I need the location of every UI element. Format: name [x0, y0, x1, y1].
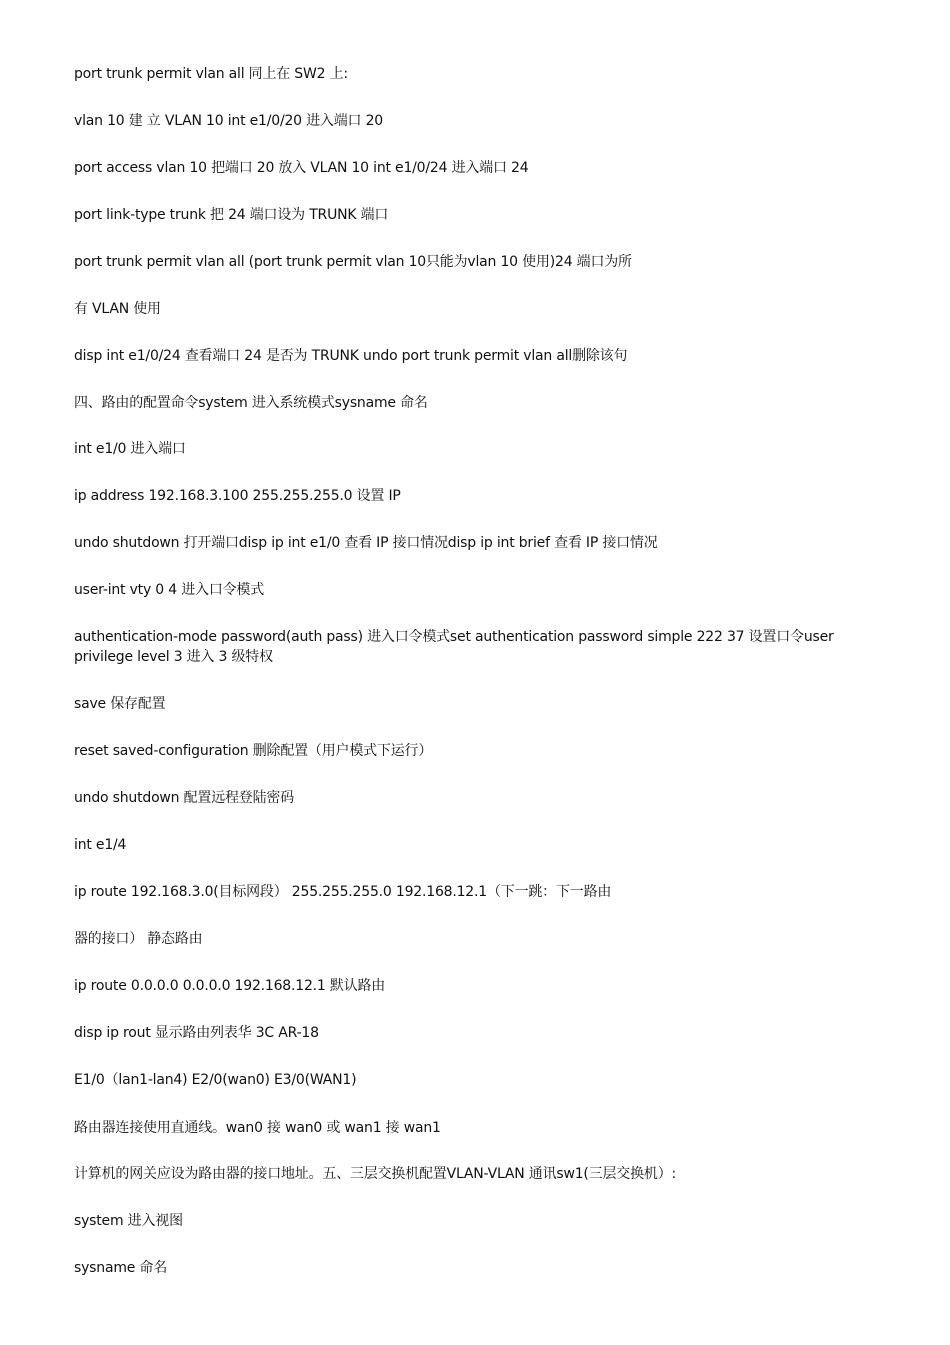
text-line: ip address 192.168.3.100 255.255.255.0 设置 IP [74, 488, 401, 504]
text-line: ip route 0.0.0.0 0.0.0.0 192.168.12.1 默认路由 [74, 978, 386, 994]
text-line: port trunk permit vlan all 同上在 SW2 上: [74, 66, 348, 82]
text-line: save 保存配置 [74, 696, 166, 712]
section-heading: 计算机的网关应设为路由器的接口地址。五、三层交换机配置VLAN-VLAN 通讯sw1(三层交换机）: [74, 1166, 677, 1182]
text-line: E1/0（lan1-lan4) E2/0(wan0) E3/0(WAN1) [74, 1072, 357, 1088]
text-line: sysname 命名 [74, 1260, 168, 1276]
text-line: disp ip rout 显示路由列表华 3C AR-18 [74, 1025, 319, 1041]
text-line: port access vlan 10 把端口 20 放入 VLAN 10 int e1/0/24 进入端口 24 [74, 160, 529, 176]
text-line: 路由器连接使用直通线。wan0 接 wan0 或 wan1 接 wan1 [74, 1120, 441, 1136]
text-line: port link-type trunk 把 24 端口设为 TRUNK 端口 [74, 207, 389, 223]
text-line: undo shutdown 配置远程登陆密码 [74, 790, 295, 806]
text-line: port trunk permit vlan all (port trunk permit vlan 10只能为vlan 10 使用)24 端口为所 [74, 254, 632, 270]
section-heading: 四、路由的配置命令system 进入系统模式sysname 命名 [74, 395, 428, 411]
text-line: undo shutdown 打开端口disp ip int e1/0 查看 IP 接口情况disp ip int brief 查看 IP 接口情况 [74, 535, 658, 551]
text-line: ip route 192.168.3.0(目标网段） 255.255.255.0 192.168.12.1（下一跳：下一路由 [74, 884, 612, 900]
text-line: int e1/4 [74, 837, 127, 853]
text-line: vlan 10 建 立 VLAN 10 int e1/0/20 进入端口 20 [74, 113, 383, 129]
text-line: system 进入视图 [74, 1213, 183, 1229]
text-line: reset saved-configuration 删除配置（用户模式下运行） [74, 743, 433, 759]
text-line: disp int e1/0/24 查看端口 24 是否为 TRUNK undo port trunk permit vlan all删除该句 [74, 348, 628, 364]
text-line: 有 VLAN 使用 [74, 301, 161, 317]
text-line: user-int vty 0 4 进入口令模式 [74, 582, 265, 598]
text-paragraph: authentication-mode password(auth pass) 进入口令模式set authentication password simple 222 37 设置口令user privilege level 3 进入 3 级特权 [74, 629, 834, 665]
text-line: 器的接口） 静态路由 [74, 931, 203, 947]
text-line: int e1/0 进入端口 [74, 441, 186, 457]
